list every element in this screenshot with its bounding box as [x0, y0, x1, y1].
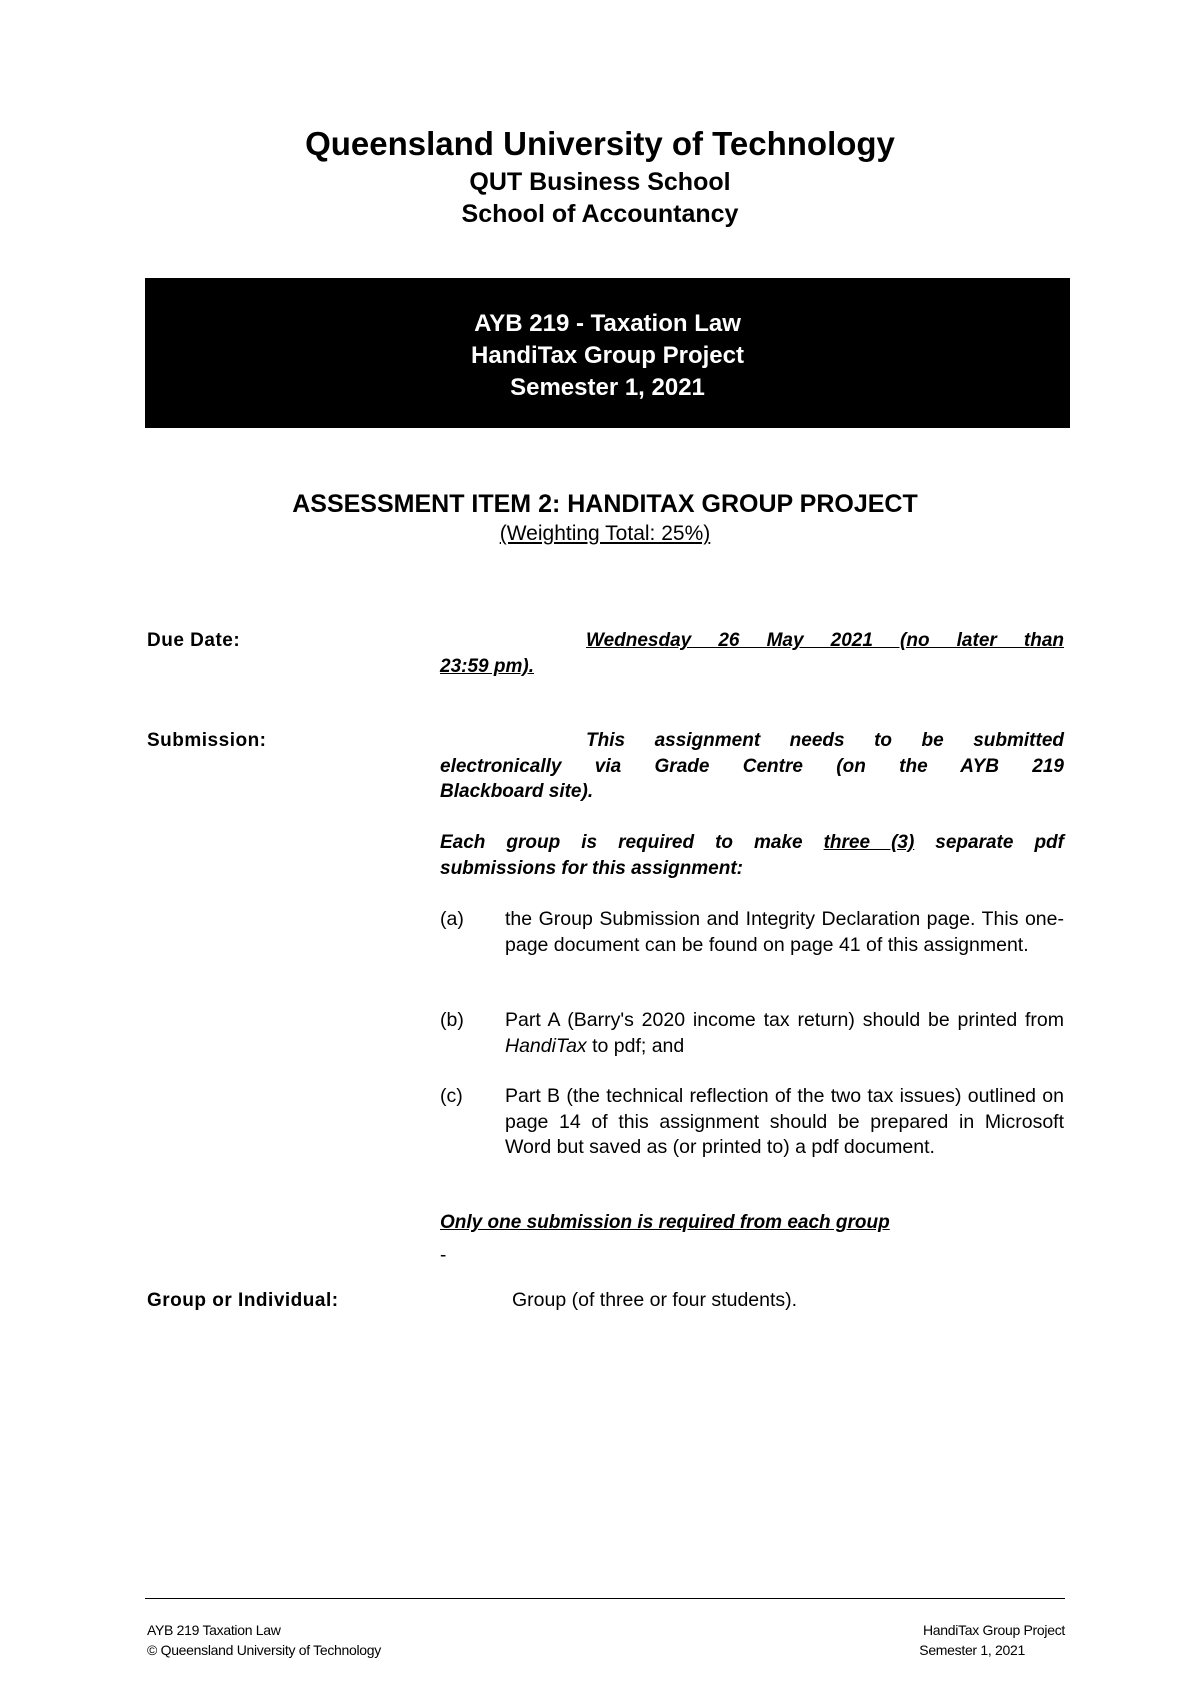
submission-intro-line-2: electronically via Grade Centre (on the AYB 219	[440, 755, 1064, 777]
submission-intro	[440, 728, 1064, 805]
due-date-line-2: 23:59 pm).	[440, 655, 534, 677]
list-item-text: Part A (Barry's 2020 income tax return) should be printed from HandiTax to pdf; and	[505, 1009, 1064, 1057]
submission-label: Submission:	[147, 730, 267, 751]
submission-requirement-line-1: Each group is required to make three (3) separate pdf	[440, 832, 1064, 853]
footer-divider	[145, 1598, 1065, 1599]
three-submissions-emphasis: three (3)	[823, 832, 915, 853]
list-marker: (b)	[440, 1009, 464, 1031]
footer-left	[147, 1620, 381, 1660]
list-marker: (a)	[440, 908, 464, 930]
document-header	[0, 122, 1200, 230]
submission-requirement	[440, 830, 1064, 881]
list-item-text: the Group Submission and Integrity Declaration page. This one-page document can be found on page 41 of this assignment.	[505, 908, 1064, 956]
submission-intro-line-1: This assignment needs to be submitted	[586, 730, 1064, 751]
group-label: Group or Individual:	[147, 1290, 339, 1311]
due-date-label: Due Date:	[147, 630, 241, 651]
footer-unit: AYB 219 Taxation Law	[147, 1622, 281, 1638]
group-value: Group (of three or four students).	[512, 1289, 798, 1311]
submission-requirement-line-2: submissions for this assignment:	[440, 857, 743, 879]
list-marker: (c)	[440, 1085, 463, 1107]
footer-copyright: © Queensland University of Technology	[147, 1642, 381, 1658]
only-one-submission-note: Only one submission is required from each group	[440, 1212, 890, 1233]
footer-semester: Semester 1, 2021	[919, 1642, 1025, 1658]
due-date-line-1: Wednesday 26 May 2021 (no later than	[586, 630, 1064, 651]
submission-intro-line-3: Blackboard site).	[440, 781, 594, 802]
university-name: Queensland University of Technology	[305, 125, 895, 162]
assessment-title: ASSESSMENT ITEM 2: HANDITAX GROUP PROJECT	[292, 490, 918, 518]
school-name: School of Accountancy	[461, 200, 739, 228]
due-date-value	[440, 628, 1064, 679]
unit-banner	[145, 278, 1070, 428]
stray-dash: -	[440, 1245, 447, 1266]
project-title: HandiTax Group Project	[471, 342, 744, 369]
footer-right	[880, 1620, 1065, 1660]
handitax-italic: HandiTax	[505, 1034, 587, 1057]
assessment-weighting: (Weighting Total: 25%)	[499, 522, 711, 545]
list-item-text: Part B (the technical reflection of the two tax issues) outlined on page 14 of this assignment should be prepared in Microsoft Word but saved as (or printed to) a pdf document.	[505, 1085, 1064, 1158]
footer-project: HandiTax Group Project	[922, 1622, 1065, 1638]
semester-label: Semester 1, 2021	[510, 374, 705, 401]
business-school-name: QUT Business School	[469, 168, 731, 196]
unit-title: AYB 219 - Taxation Law	[474, 310, 741, 337]
